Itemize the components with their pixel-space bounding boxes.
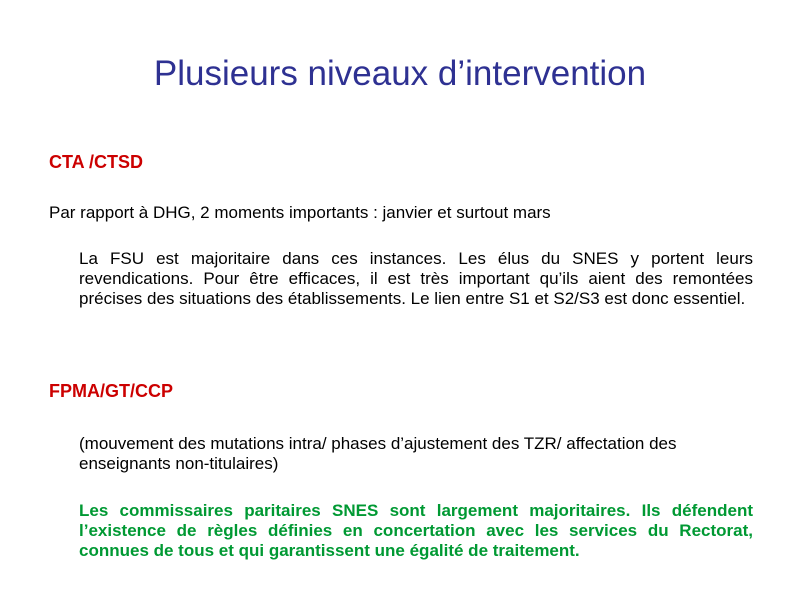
section-subtitle: Par rapport à DHG, 2 moments importants : janvier et surtout mars [49,203,551,222]
section-note: (mouvement des mutations intra/ phases d’ajustement des TZR/ affectation des enseignants non-titulaires) [79,434,677,473]
highlight-paragraph: Les commissaires paritaires SNES sont largement majoritaires. Ils défendent l’existence de règles définies en concertation avec les services du Rectorat, connues de tous et qui garantissent une égalité de traitement. [79,501,753,560]
section-heading-cta-ctsd: CTA /CTSD [49,152,143,172]
section-paragraph: La FSU est majoritaire dans ces instances. Les élus du SNES y portent leurs revendications. Pour être efficaces, il est très important qu’ils aient des remontées précises des situations des établissements. Le lien entre S1 et S2/S3 est donc essentiel. [79,249,753,308]
section-heading-fpma: FPMA/GT/CCP [49,381,173,401]
slide-title: Plusieurs niveaux d’intervention [153,54,647,93]
